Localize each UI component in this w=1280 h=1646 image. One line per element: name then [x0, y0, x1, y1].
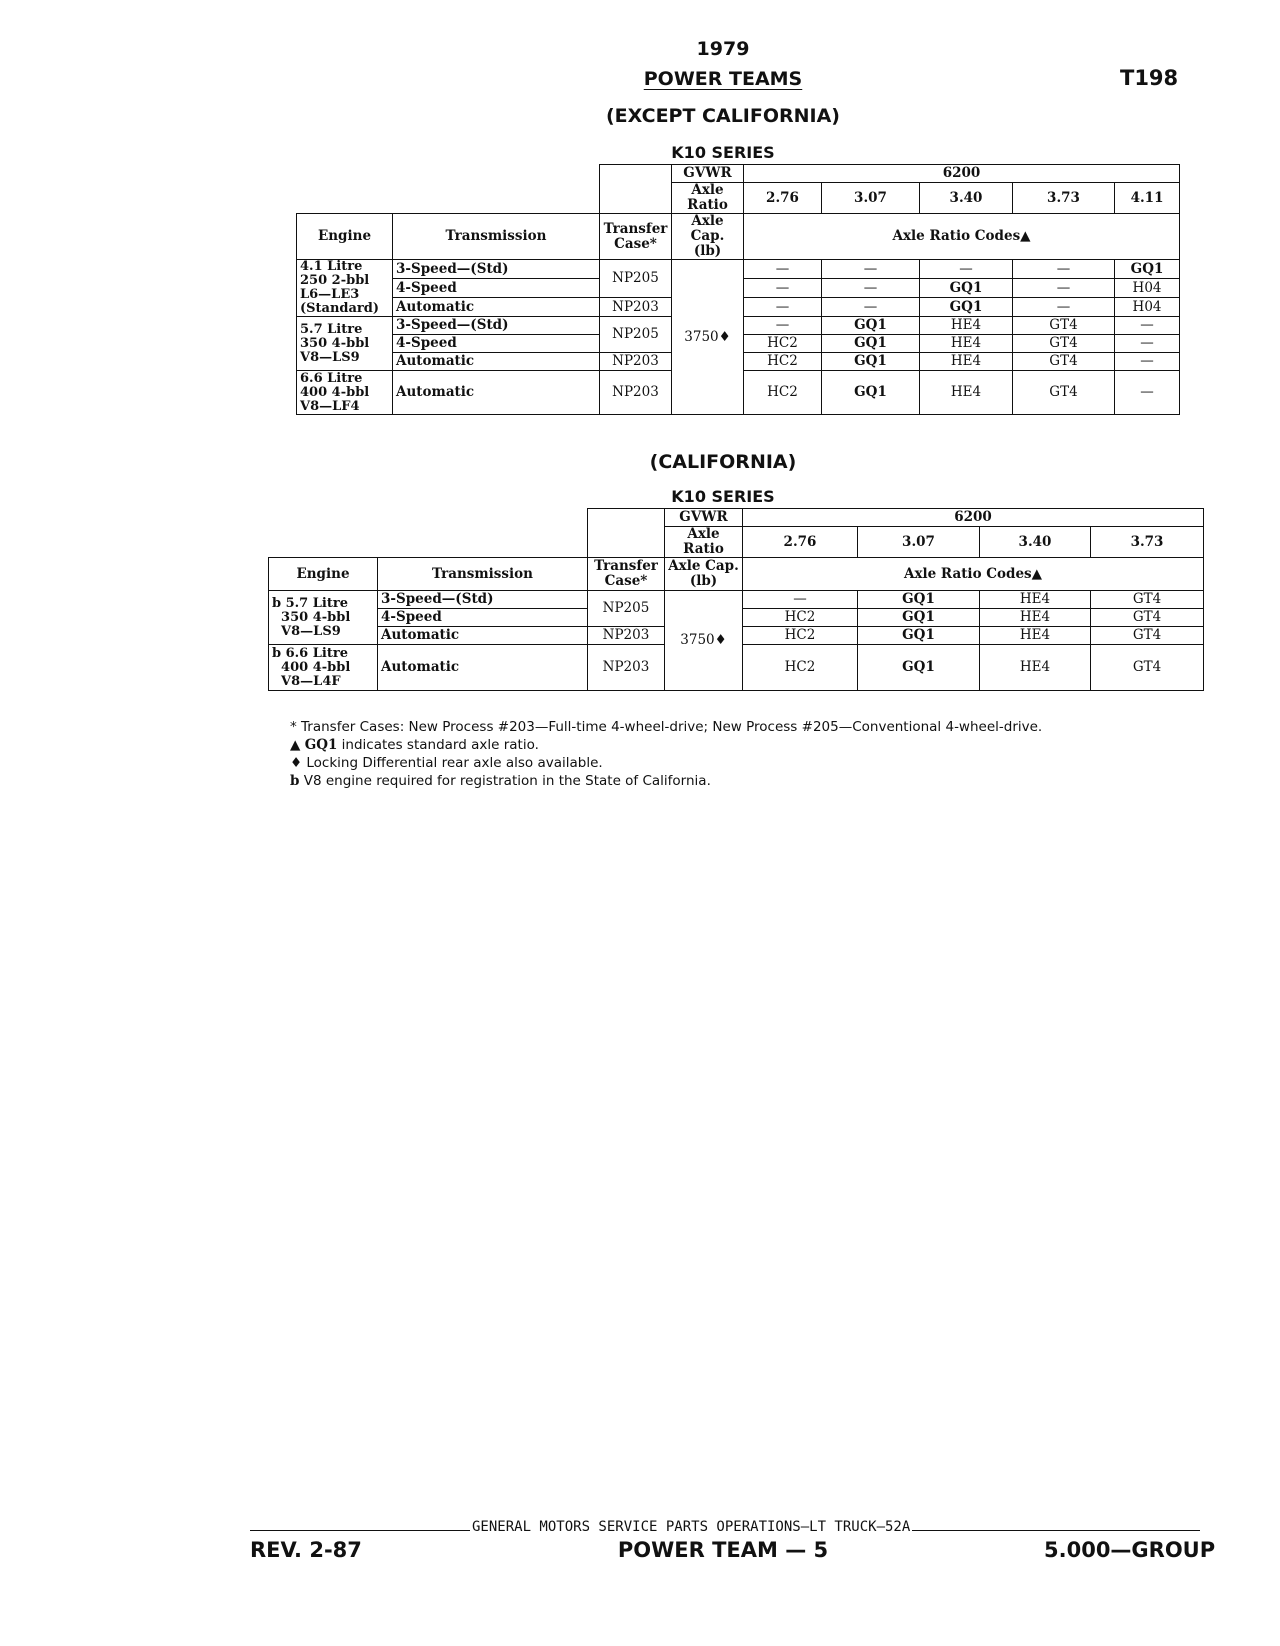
footer-revision: REV. 2-87: [250, 1538, 362, 1562]
axle-code-cell: —: [920, 260, 1013, 279]
axle-cap-header: Axle Cap. (lb): [665, 558, 743, 591]
axle-code-cell: —: [1115, 335, 1180, 353]
transfer-case-cell: NP205: [588, 591, 665, 627]
axle-codes-header: Axle Ratio Codes▲: [743, 558, 1204, 591]
engine-cell: [269, 591, 378, 645]
section-title-except-california: (EXCEPT CALIFORNIA): [605, 105, 840, 127]
gvwr-value: 6200: [743, 509, 1204, 527]
transmission-cell: 3-Speed—(Std): [393, 317, 600, 335]
blank-cell: [588, 527, 665, 558]
gvwr-label: GVWR: [665, 509, 743, 527]
section-title-california: (CALIFORNIA): [649, 451, 797, 473]
engine-header: Engine: [269, 558, 378, 591]
axle-code-cell: HC2: [744, 353, 822, 371]
transfer-case-cell: NP203: [600, 298, 672, 317]
transmission-header: Transmission: [378, 558, 588, 591]
axle-code-cell: HE4: [920, 317, 1013, 335]
page-code: T198: [1120, 66, 1179, 90]
v8-mark: b: [290, 773, 300, 789]
axle-ratio-label: Axle Ratio: [672, 183, 744, 214]
transmission-cell: 4-Speed: [393, 279, 600, 298]
transmission-cell: 4-Speed: [378, 609, 588, 627]
blank-cell: [600, 165, 672, 183]
axle-code-cell: —: [822, 260, 920, 279]
axle-code-cell: GQ1: [822, 335, 920, 353]
axle-code-cell: —: [744, 298, 822, 317]
axle-code-cell: GQ1: [858, 627, 980, 645]
page-title: POWER TEAMS: [643, 68, 803, 90]
axle-code-cell: —: [744, 317, 822, 335]
blank-cell: [297, 165, 600, 214]
axle-cap-header: Axle Cap. (lb): [672, 214, 744, 260]
blank-cell: [588, 509, 665, 527]
series-title: K10 SERIES: [671, 487, 775, 506]
axle-code-cell: HE4: [920, 335, 1013, 353]
footer-title: POWER TEAM — 5: [617, 1538, 829, 1562]
series-title: K10 SERIES: [671, 143, 775, 162]
note-standard-axle: [290, 736, 1042, 754]
engine-text: b 6.6 Litre 400 4-bbl V8—L4F: [272, 645, 351, 689]
axle-ratio-2-76: 2.76: [744, 183, 822, 214]
transmission-cell: Automatic: [378, 627, 588, 645]
transfer-case-cell: NP203: [600, 353, 672, 371]
gvwr-value: 6200: [744, 165, 1180, 183]
axle-code-cell: —: [1013, 260, 1115, 279]
axle-code-cell: GQ1: [920, 298, 1013, 317]
axle-code-cell: —: [744, 260, 822, 279]
standard-code: GQ1: [304, 737, 338, 753]
transfer-case-header: Transfer Case*: [588, 558, 665, 591]
axle-code-cell: —: [1115, 353, 1180, 371]
transfer-case-cell: NP205: [600, 260, 672, 298]
engine-cell: [297, 260, 393, 317]
axle-code-cell: GT4: [1091, 645, 1204, 691]
axle-code-cell: GQ1: [822, 353, 920, 371]
axle-code-cell: GQ1: [1115, 260, 1180, 279]
axle-code-cell: HC2: [743, 627, 858, 645]
axle-code-cell: HE4: [980, 591, 1091, 609]
transmission-header: Transmission: [393, 214, 600, 260]
note-transfer-cases: * Transfer Cases: New Process #203—Full-time 4-wheel-drive; New Process #205—Conventional 4-wheel-drive.: [290, 719, 1043, 735]
triangle-icon: ▲: [290, 737, 301, 753]
axle-code-cell: GQ1: [858, 609, 980, 627]
axle-code-cell: HC2: [743, 645, 858, 691]
transmission-cell: Automatic: [393, 298, 600, 317]
v8-text: V8 engine required for registration in the State of California.: [303, 773, 711, 789]
axle-code-cell: —: [744, 279, 822, 298]
transmission-cell: 4-Speed: [393, 335, 600, 353]
axle-ratio-3-40: 3.40: [980, 527, 1091, 558]
footer-group: 5.000—GROUP: [1044, 1538, 1216, 1562]
standard-text: indicates standard axle ratio.: [341, 737, 539, 753]
axle-code-cell: GQ1: [822, 317, 920, 335]
axle-code-cell: GQ1: [858, 591, 980, 609]
axle-code-cell: —: [822, 298, 920, 317]
transfer-case-header: Transfer Case*: [600, 214, 672, 260]
axle-ratio-label: Axle Ratio: [665, 527, 743, 558]
axle-ratio-4-11: 4.11: [1115, 183, 1180, 214]
engine-text: b 5.7 Litre 350 4-bbl V8—LS9: [272, 595, 351, 639]
table-row: [297, 260, 1180, 279]
axle-code-cell: —: [822, 279, 920, 298]
axle-code-cell: HE4: [920, 371, 1013, 415]
note-v8-required: [290, 772, 1042, 790]
transmission-cell: Automatic: [393, 353, 600, 371]
transfer-case-cell: NP203: [600, 371, 672, 415]
axle-code-cell: HC2: [743, 609, 858, 627]
axle-ratio-3-73: 3.73: [1013, 183, 1115, 214]
axle-cap-cell: 3750♦: [672, 260, 744, 415]
transmission-cell: 3-Speed—(Std): [378, 591, 588, 609]
axle-code-cell: HE4: [980, 609, 1091, 627]
transfer-case-cell: NP203: [588, 627, 665, 645]
axle-ratio-2-76: 2.76: [743, 527, 858, 558]
axle-code-cell: GT4: [1091, 591, 1204, 609]
power-team-table-california: [268, 508, 1204, 691]
axle-code-cell: —: [1013, 279, 1115, 298]
axle-code-cell: —: [1115, 317, 1180, 335]
axle-ratio-3-73: 3.73: [1091, 527, 1204, 558]
axle-code-cell: —: [1115, 371, 1180, 415]
axle-ratio-3-40: 3.40: [920, 183, 1013, 214]
note-locking-differential: ♦ Locking Differential rear axle also available.: [290, 755, 603, 771]
axle-code-cell: GT4: [1013, 353, 1115, 371]
axle-code-cell: HE4: [920, 353, 1013, 371]
gvwr-label: GVWR: [672, 165, 744, 183]
axle-code-cell: H04: [1115, 279, 1180, 298]
blank-cell: [600, 183, 672, 214]
engine-text: 4.1 Litre 250 2-bbl L6—LE3 (Standard): [300, 259, 380, 316]
transmission-cell: Automatic: [393, 371, 600, 415]
axle-ratio-3-07: 3.07: [822, 183, 920, 214]
axle-code-cell: HC2: [744, 371, 822, 415]
axle-code-cell: GT4: [1013, 371, 1115, 415]
transmission-cell: 3-Speed—(Std): [393, 260, 600, 279]
axle-code-cell: HC2: [744, 335, 822, 353]
transfer-case-cell: NP203: [588, 645, 665, 691]
power-team-table-except-california: [296, 164, 1180, 415]
engine-cell: [297, 371, 393, 415]
axle-codes-header: Axle Ratio Codes▲: [744, 214, 1180, 260]
transmission-cell: Automatic: [378, 645, 588, 691]
engine-text: 6.6 Litre 400 4-bbl V8—LF4: [300, 370, 370, 414]
axle-code-cell: GT4: [1091, 609, 1204, 627]
axle-code-cell: HE4: [980, 627, 1091, 645]
year-heading: 1979: [696, 38, 750, 60]
axle-cap-cell: 3750♦: [665, 591, 743, 691]
axle-code-cell: HE4: [980, 645, 1091, 691]
axle-code-cell: GQ1: [822, 371, 920, 415]
axle-code-cell: H04: [1115, 298, 1180, 317]
table-row: [269, 591, 1204, 609]
engine-cell: [297, 317, 393, 371]
axle-code-cell: GQ1: [920, 279, 1013, 298]
axle-code-cell: GT4: [1013, 317, 1115, 335]
axle-code-cell: GQ1: [858, 645, 980, 691]
transfer-case-cell: NP205: [600, 317, 672, 353]
axle-code-cell: —: [743, 591, 858, 609]
blank-cell: [269, 509, 588, 558]
axle-code-cell: —: [1013, 298, 1115, 317]
engine-text: 5.7 Litre 350 4-bbl V8—LS9: [300, 321, 370, 365]
axle-code-cell: GT4: [1013, 335, 1115, 353]
footnotes: [290, 718, 1042, 790]
engine-header: Engine: [297, 214, 393, 260]
engine-cell: [269, 645, 378, 691]
axle-code-cell: GT4: [1091, 627, 1204, 645]
axle-ratio-3-07: 3.07: [858, 527, 980, 558]
footer-publisher: GENERAL MOTORS SERVICE PARTS OPERATIONS—LT TRUCK—52A: [472, 1519, 911, 1535]
